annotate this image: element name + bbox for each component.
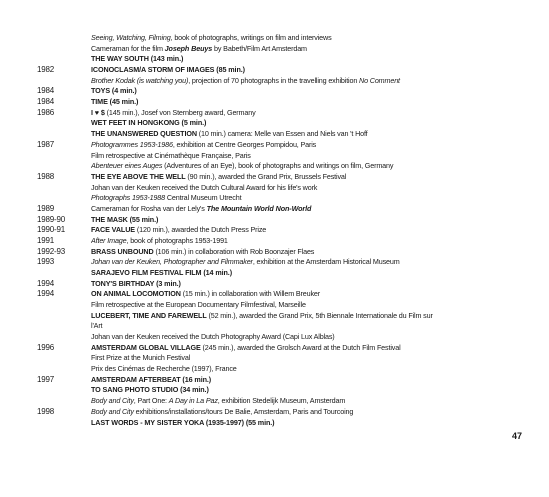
entry-detail: (145 min.), Josef von Sternberg award, Germany	[104, 107, 256, 117]
timeline-entry	[0, 268, 549, 278]
film-title: SARAJEVO FILM FESTIVAL FILM (14 min.)	[91, 268, 232, 277]
entry-text	[91, 396, 521, 406]
entry-text	[91, 289, 521, 299]
entry-text	[91, 268, 521, 278]
entry-detail: (15 min.) in collaboration with Willem Breuker	[180, 289, 320, 299]
timeline-entry	[0, 247, 549, 257]
work-title: Body and City	[91, 396, 134, 406]
film-title: THE WAY SOUTH (143 min.)	[91, 54, 184, 64]
timeline-entry	[0, 385, 549, 395]
entry-year: 1993	[37, 257, 54, 267]
entry-detail: l'Art	[91, 321, 103, 331]
entry-text	[91, 418, 521, 428]
entry-text	[91, 97, 521, 107]
entry-detail: First Prize at the Munich Festival	[91, 353, 191, 363]
timeline-entry	[0, 321, 549, 331]
entry-text	[91, 33, 521, 43]
entry-detail: , projection of 70 photographs in the travelling exhibition	[188, 75, 360, 85]
film-title: TONY'S BIRTHDAY (3 min.)	[91, 278, 181, 288]
timeline-entry	[0, 353, 549, 363]
timeline-entry	[0, 236, 549, 246]
entry-detail: , exhibition at Centre Georges Pompidou, Paris	[172, 139, 317, 149]
film-title: BRASS UNBOUND	[91, 246, 154, 256]
work-title: No Comment	[359, 75, 400, 85]
entry-detail: (Adventures of an Eye), book of photographs and writings on film, Germany	[162, 161, 394, 171]
timeline-entry	[0, 44, 549, 54]
timeline-entry	[0, 407, 549, 417]
work-title: Photographs 1953-1988	[91, 193, 165, 203]
timeline-entry	[0, 33, 549, 43]
entry-text	[91, 321, 521, 331]
entry-year: 1992-93	[37, 246, 65, 256]
entry-year: 1994	[37, 289, 54, 299]
entry-text	[91, 300, 521, 310]
timeline-entry	[0, 161, 549, 171]
entry-detail: Cameraman for the film	[91, 43, 165, 53]
entry-text	[91, 236, 521, 246]
film-title: I ♥ $	[91, 107, 105, 117]
timeline-entry	[0, 257, 549, 267]
entry-text	[91, 311, 521, 321]
entry-detail: Cameraman for Rosha van der Lely's	[91, 203, 207, 213]
entry-detail: , exhibition Stedelijk Museum, Amsterdam	[217, 396, 346, 406]
entry-detail: Johan van der Keuken received the Dutch Cultural Award for his life's work	[91, 182, 318, 192]
timeline-entry	[0, 183, 549, 193]
timeline-entry	[0, 396, 549, 406]
entry-year: 1998	[37, 406, 54, 416]
work-title: Photogrammes 1953-1986	[91, 139, 173, 149]
page-number: 47	[512, 431, 523, 441]
timeline-entry	[0, 172, 549, 182]
work-title: Johan van der Keuken, Photographer and Filmmaker	[91, 257, 253, 267]
entry-year: 1989-90	[37, 214, 65, 224]
entry-text	[91, 44, 521, 54]
film-title: LAST WORDS - MY SISTER YOKA (1935-1997) (55 min.)	[91, 417, 275, 427]
entry-year: 1996	[37, 342, 54, 352]
entry-text	[91, 140, 521, 150]
film-title: FACE VALUE	[91, 225, 135, 235]
timeline-entry	[0, 289, 549, 299]
timeline-entry	[0, 54, 549, 64]
timeline-entry	[0, 375, 549, 385]
entry-detail: exhibitions/installations/tours De Balie, Amsterdam, Paris and Tourcoing	[133, 406, 354, 416]
work-title: Brother Kodak (is watching you)	[91, 75, 189, 85]
entry-detail: (106 min.) in collaboration with Rob Boonzajer Flaes	[153, 246, 315, 256]
entry-text	[91, 172, 521, 182]
timeline-entry	[0, 225, 549, 235]
entry-detail: by Babeth/Film Art Amsterdam	[212, 43, 307, 53]
entry-text	[91, 343, 521, 353]
entry-detail: , book of photographs 1953-1991	[126, 235, 228, 245]
entry-detail: (90 min.), awarded the Grand Prix, Brussels Festival	[185, 171, 347, 181]
entry-text	[91, 332, 521, 342]
entry-detail: Central Museum Utrecht	[164, 193, 242, 203]
entry-text	[91, 407, 521, 417]
film-title: AMSTERDAM AFTERBEAT (16 min.)	[91, 374, 212, 384]
entry-detail: Film retrospective at Cinémathèque Française, Paris	[91, 150, 251, 160]
entry-text	[91, 161, 521, 171]
timeline-entry	[0, 129, 549, 139]
timeline-entry	[0, 140, 549, 150]
entry-text	[91, 151, 521, 161]
film-title: THE MASK (55 min.)	[91, 214, 159, 224]
entry-detail: (245 min.), awarded the Grolsch Award at the Dutch Film Festival	[200, 342, 401, 352]
entry-text	[91, 76, 521, 86]
timeline-entry	[0, 108, 549, 118]
timeline-entry	[0, 343, 549, 353]
entry-detail: (52 min.), awarded the Grand Prix, 5th Biennale Internationale du Film sur	[206, 310, 433, 320]
timeline-entry	[0, 86, 549, 96]
entry-text	[91, 118, 521, 128]
entry-text	[91, 247, 521, 257]
entry-detail: Johan van der Keuken received the Dutch Photography Award (Capi Lux Alblas)	[91, 332, 335, 341]
timeline-entry	[0, 332, 549, 342]
film-title: TOYS (4 min.)	[91, 86, 137, 96]
timeline-entry	[0, 279, 549, 289]
entry-detail: (10 min.) camera: Melle van Essen and Niels van 't Hoff	[196, 129, 368, 139]
entry-year: 1991	[37, 235, 54, 245]
timeline-entry	[0, 97, 549, 107]
entry-year: 1987	[37, 139, 54, 149]
entry-year: 1994	[37, 278, 54, 288]
entry-year: 1988	[37, 171, 54, 181]
film-title: LUCEBERT, TIME AND FAREWELL	[91, 310, 207, 320]
work-title: Seeing, Watching, Filming,	[91, 33, 175, 42]
entry-detail: Film retrospective at the European Documentary Filmfestival, Marseille	[91, 300, 306, 309]
film-title: AMSTERDAM GLOBAL VILLAGE	[91, 342, 201, 352]
entry-text	[91, 364, 521, 374]
entry-text	[91, 129, 521, 139]
timeline-entry	[0, 151, 549, 161]
entry-year: 1984	[37, 97, 54, 107]
entry-detail: , exhibition at the Amsterdam Historical Museum	[252, 257, 400, 267]
entry-year: 1986	[37, 107, 54, 117]
entry-text	[91, 65, 521, 75]
timeline-entry	[0, 76, 549, 86]
film-title: THE EYE ABOVE THE WELL	[91, 171, 186, 181]
film-title: ICONOCLASM/A STORM OF IMAGES (85 min.)	[91, 65, 245, 74]
entry-text	[91, 375, 521, 385]
entry-text	[91, 54, 521, 64]
timeline-entry	[0, 364, 549, 374]
film-title: Joseph Beuys	[164, 43, 213, 53]
entry-text	[91, 183, 521, 193]
film-title: The Mountain World Non-World	[206, 203, 312, 213]
entry-year: 1989	[37, 203, 54, 213]
entry-text	[91, 225, 521, 235]
film-title: ON ANIMAL LOCOMOTION	[91, 289, 181, 299]
film-title: THE UNANSWERED QUESTION	[91, 129, 197, 139]
entry-text	[91, 108, 521, 118]
entry-detail: Prix des Cinémas de Recherche (1997), France	[91, 364, 237, 374]
work-title: After Image	[91, 235, 127, 245]
film-title: TO SANG PHOTO STUDIO (34 min.)	[91, 385, 209, 395]
timeline-entry	[0, 311, 549, 321]
entry-detail: (120 min.), awarded the Dutch Press Prize	[135, 225, 267, 235]
entry-year: 1990-91	[37, 225, 65, 235]
work-title: Body and City	[91, 406, 134, 416]
entry-text	[91, 257, 521, 267]
timeline-entry	[0, 300, 549, 310]
entry-text	[91, 86, 521, 96]
entry-detail: book of photographs, writings on film and interviews	[174, 33, 332, 42]
work-title: Abenteuer eines Auges	[91, 161, 163, 171]
timeline-entry	[0, 65, 549, 75]
entry-year: 1984	[37, 86, 54, 96]
film-title: TIME (45 min.)	[91, 97, 139, 107]
entry-text	[91, 193, 521, 203]
entry-text	[91, 204, 521, 214]
entry-text	[91, 353, 521, 363]
film-title: WET FEET IN HONGKONG (5 min.)	[91, 118, 207, 128]
entry-year: 1982	[37, 65, 54, 74]
timeline-entry	[0, 118, 549, 128]
entry-text	[91, 279, 521, 289]
timeline-entry	[0, 215, 549, 225]
work-title: A Day in La Paz	[168, 396, 218, 406]
timeline-entry	[0, 193, 549, 203]
entry-detail: , Part One:	[133, 396, 169, 406]
entry-year: 1997	[37, 374, 54, 384]
timeline-entry	[0, 204, 549, 214]
timeline-entry	[0, 418, 549, 428]
entry-text	[91, 215, 521, 225]
entry-text	[91, 385, 521, 395]
